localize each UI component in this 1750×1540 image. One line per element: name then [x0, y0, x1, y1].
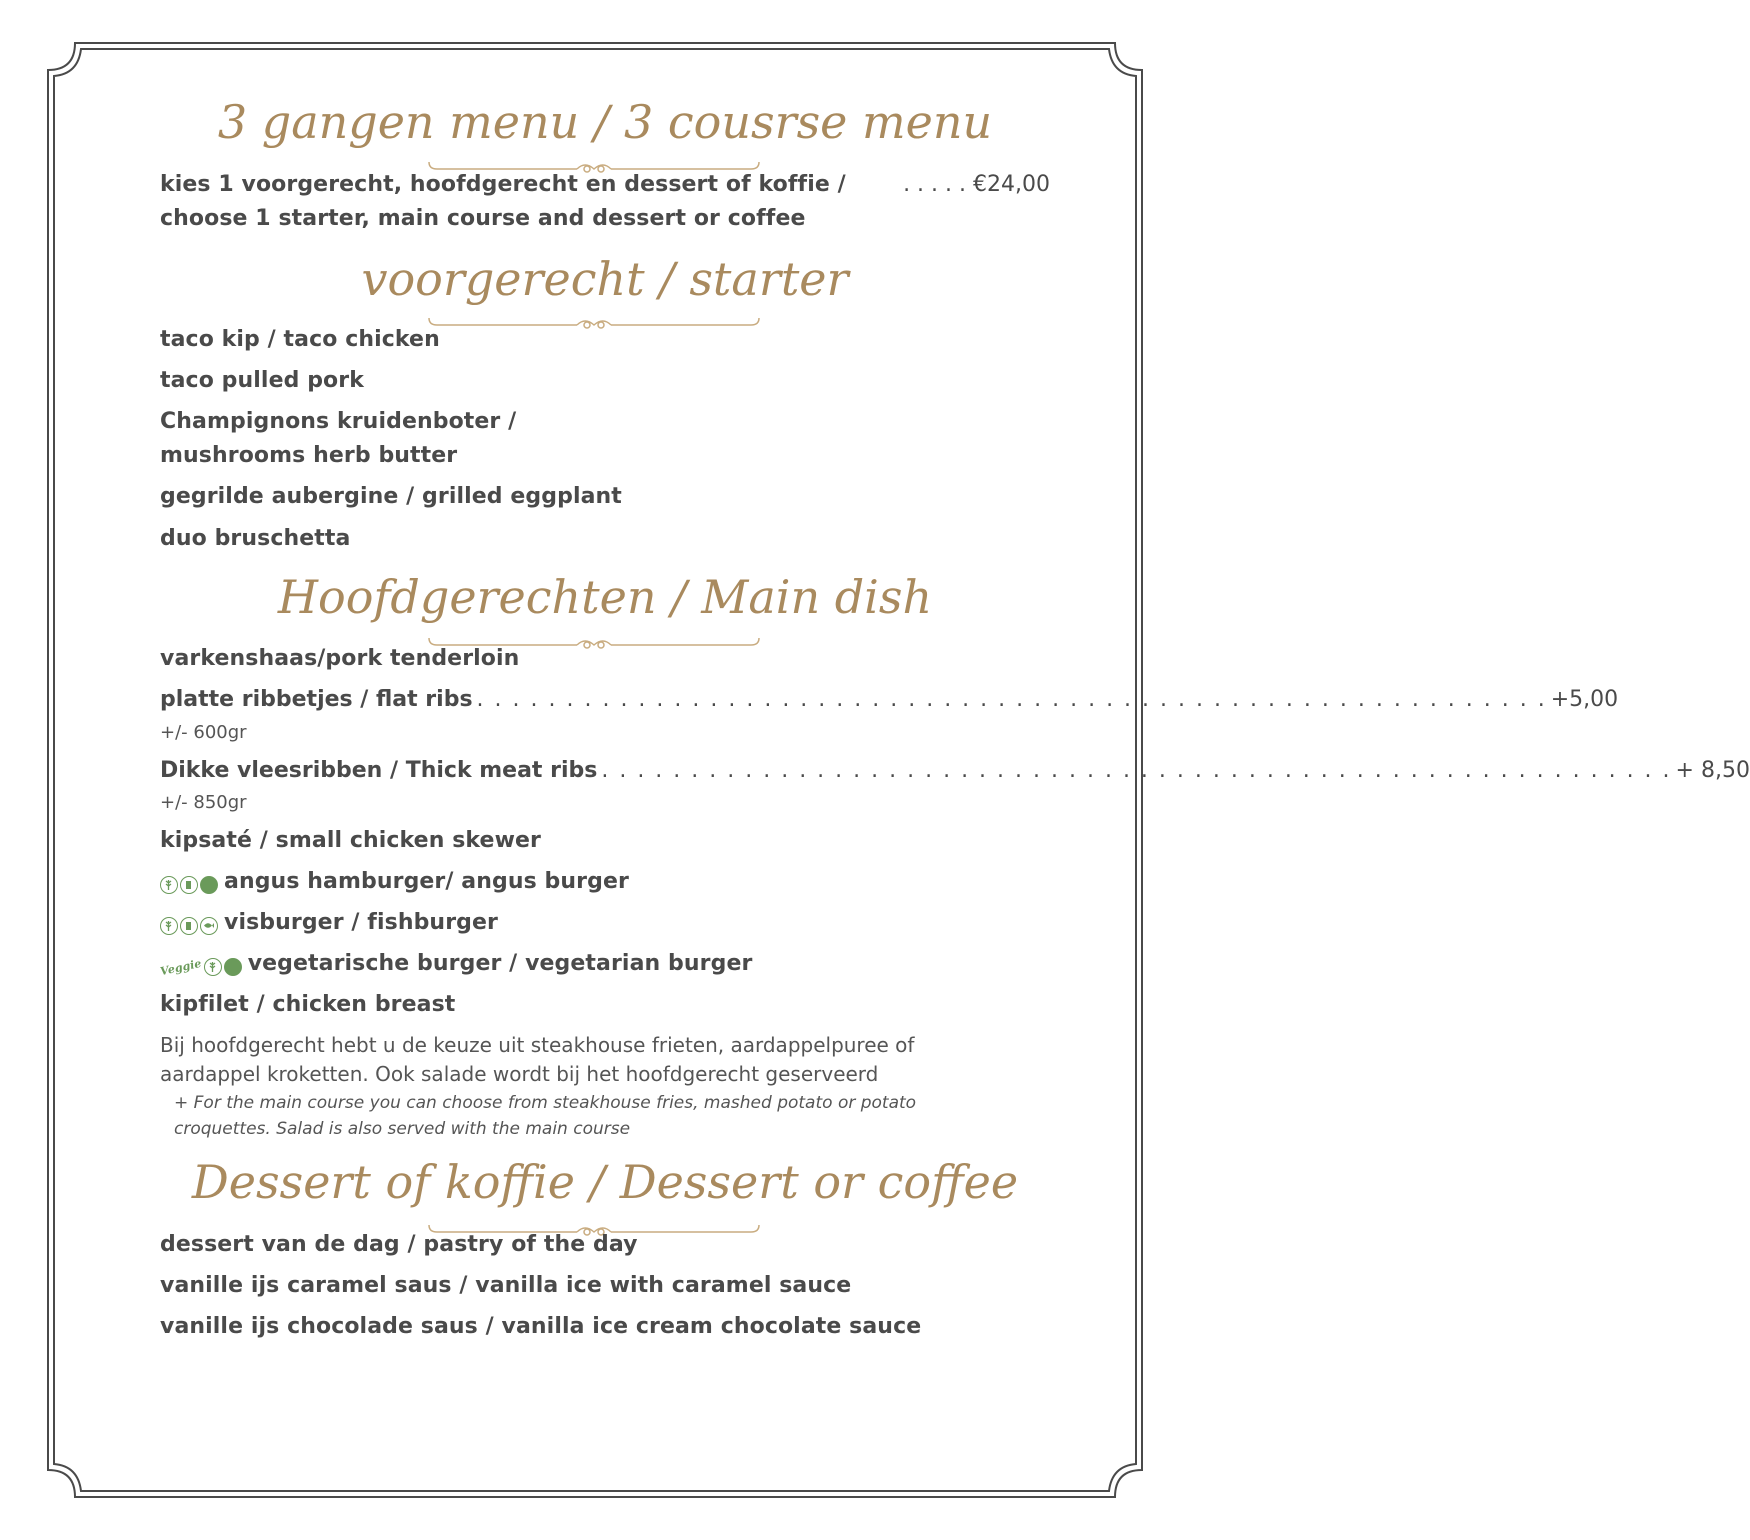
veggie-icon: Veggie — [159, 956, 203, 978]
allergen-icons — [160, 954, 244, 979]
menu-item: kipfilet / chicken breast — [160, 992, 456, 1017]
gluten-icon — [204, 958, 222, 976]
ornament-divider — [427, 314, 761, 334]
menu-item-flat-ribs — [160, 687, 1619, 712]
egg-icon — [200, 876, 218, 894]
menu-item-name: Dikke vleesribben / Thick meat ribs — [160, 758, 598, 783]
allergen-icons — [160, 872, 220, 897]
menu-item: varkenshaas/pork tenderloin — [160, 646, 520, 671]
menu-item: vanille ijs caramel saus / vanilla ice with caramel sauce — [160, 1273, 852, 1298]
egg-icon — [224, 958, 242, 976]
three-course-intro-line2: choose 1 starter, main course and dessert or coffee — [160, 206, 806, 231]
menu-item: Champignons kruidenboter / — [160, 409, 517, 434]
price-leader-dots: . . . . . . . . . . . . . . . . . . . . . . . . . . . . . . . . . . . . . . . . . . . . . . . . . . . . . . . . . . . . — [476, 687, 1547, 712]
side-dish-note-dutch-line1: Bij hoofdgerecht hebt u de keuze uit steakhouse frieten, aardappelpuree of — [160, 1033, 915, 1057]
three-course-price — [903, 172, 1050, 197]
gluten-icon — [160, 876, 178, 894]
menu-item-name: visburger / fishburger — [224, 910, 498, 935]
menu-item: taco kip / taco chicken — [160, 327, 440, 352]
weight-note: +/- 850gr — [160, 792, 247, 813]
dairy-icon — [180, 876, 198, 894]
menu-item-thick-ribs — [160, 758, 1750, 783]
price-value: + 8,50 — [1675, 758, 1750, 783]
weight-note: +/- 600gr — [160, 722, 247, 743]
menu-item-name: platte ribbetjes / flat ribs — [160, 687, 473, 712]
menu-item: mushrooms herb butter — [160, 443, 458, 468]
side-dish-note-english-line2: croquettes. Salad is also served with the main course — [174, 1119, 631, 1139]
price-value: €24,00 — [973, 172, 1050, 197]
price-value: +5,00 — [1550, 687, 1619, 712]
menu-item: duo bruschetta — [160, 526, 351, 551]
menu-item: gegrilde aubergine / grilled eggplant — [160, 484, 622, 509]
menu-item-name: vegetarische burger / vegetarian burger — [247, 951, 753, 976]
side-dish-note-english-line1: + For the main course you can choose from steakhouse fries, mashed potato or potato — [174, 1093, 917, 1113]
allergen-icons — [160, 913, 220, 938]
menu-item-angus-burger — [160, 869, 629, 897]
menu-item-name: angus hamburger/ angus burger — [224, 869, 629, 894]
menu-item-vegetarian-burger — [160, 951, 752, 979]
section-title-main: Hoofdgerechten / Main dish — [277, 570, 933, 624]
menu-item: kipsaté / small chicken skewer — [160, 828, 541, 853]
dairy-icon — [180, 917, 198, 935]
menu-item-fishburger — [160, 910, 498, 938]
menu-item: taco pulled pork — [160, 368, 364, 393]
section-title-three-course: 3 gangen menu / 3 cousrse menu — [217, 95, 993, 149]
fish-icon — [200, 917, 218, 935]
three-course-intro-line1: kies 1 voorgerecht, hoofdgerecht en dessert of koffie / — [160, 172, 846, 197]
gluten-icon — [160, 917, 178, 935]
price-leader-dots: . . . . . . . . . . . . . . . . . . . . . . . . . . . . . . . . . . . . . . . . . . . . . . . . . . . . . . . . . . . . — [601, 758, 1672, 783]
section-title-starter: voorgerecht / starter — [361, 252, 849, 306]
menu-item: dessert van de dag / pastry of the day — [160, 1232, 638, 1257]
side-dish-note-dutch-line2: aardappel kroketten. Ook salade wordt bij het hoofdgerecht geserveerd — [160, 1062, 879, 1086]
price-leader-dots: . . . . . — [903, 172, 967, 197]
menu-item: vanille ijs chocolade saus / vanilla ice cream chocolate sauce — [160, 1314, 922, 1339]
section-title-dessert: Dessert of koffie / Dessert or coffee — [191, 1155, 1019, 1209]
